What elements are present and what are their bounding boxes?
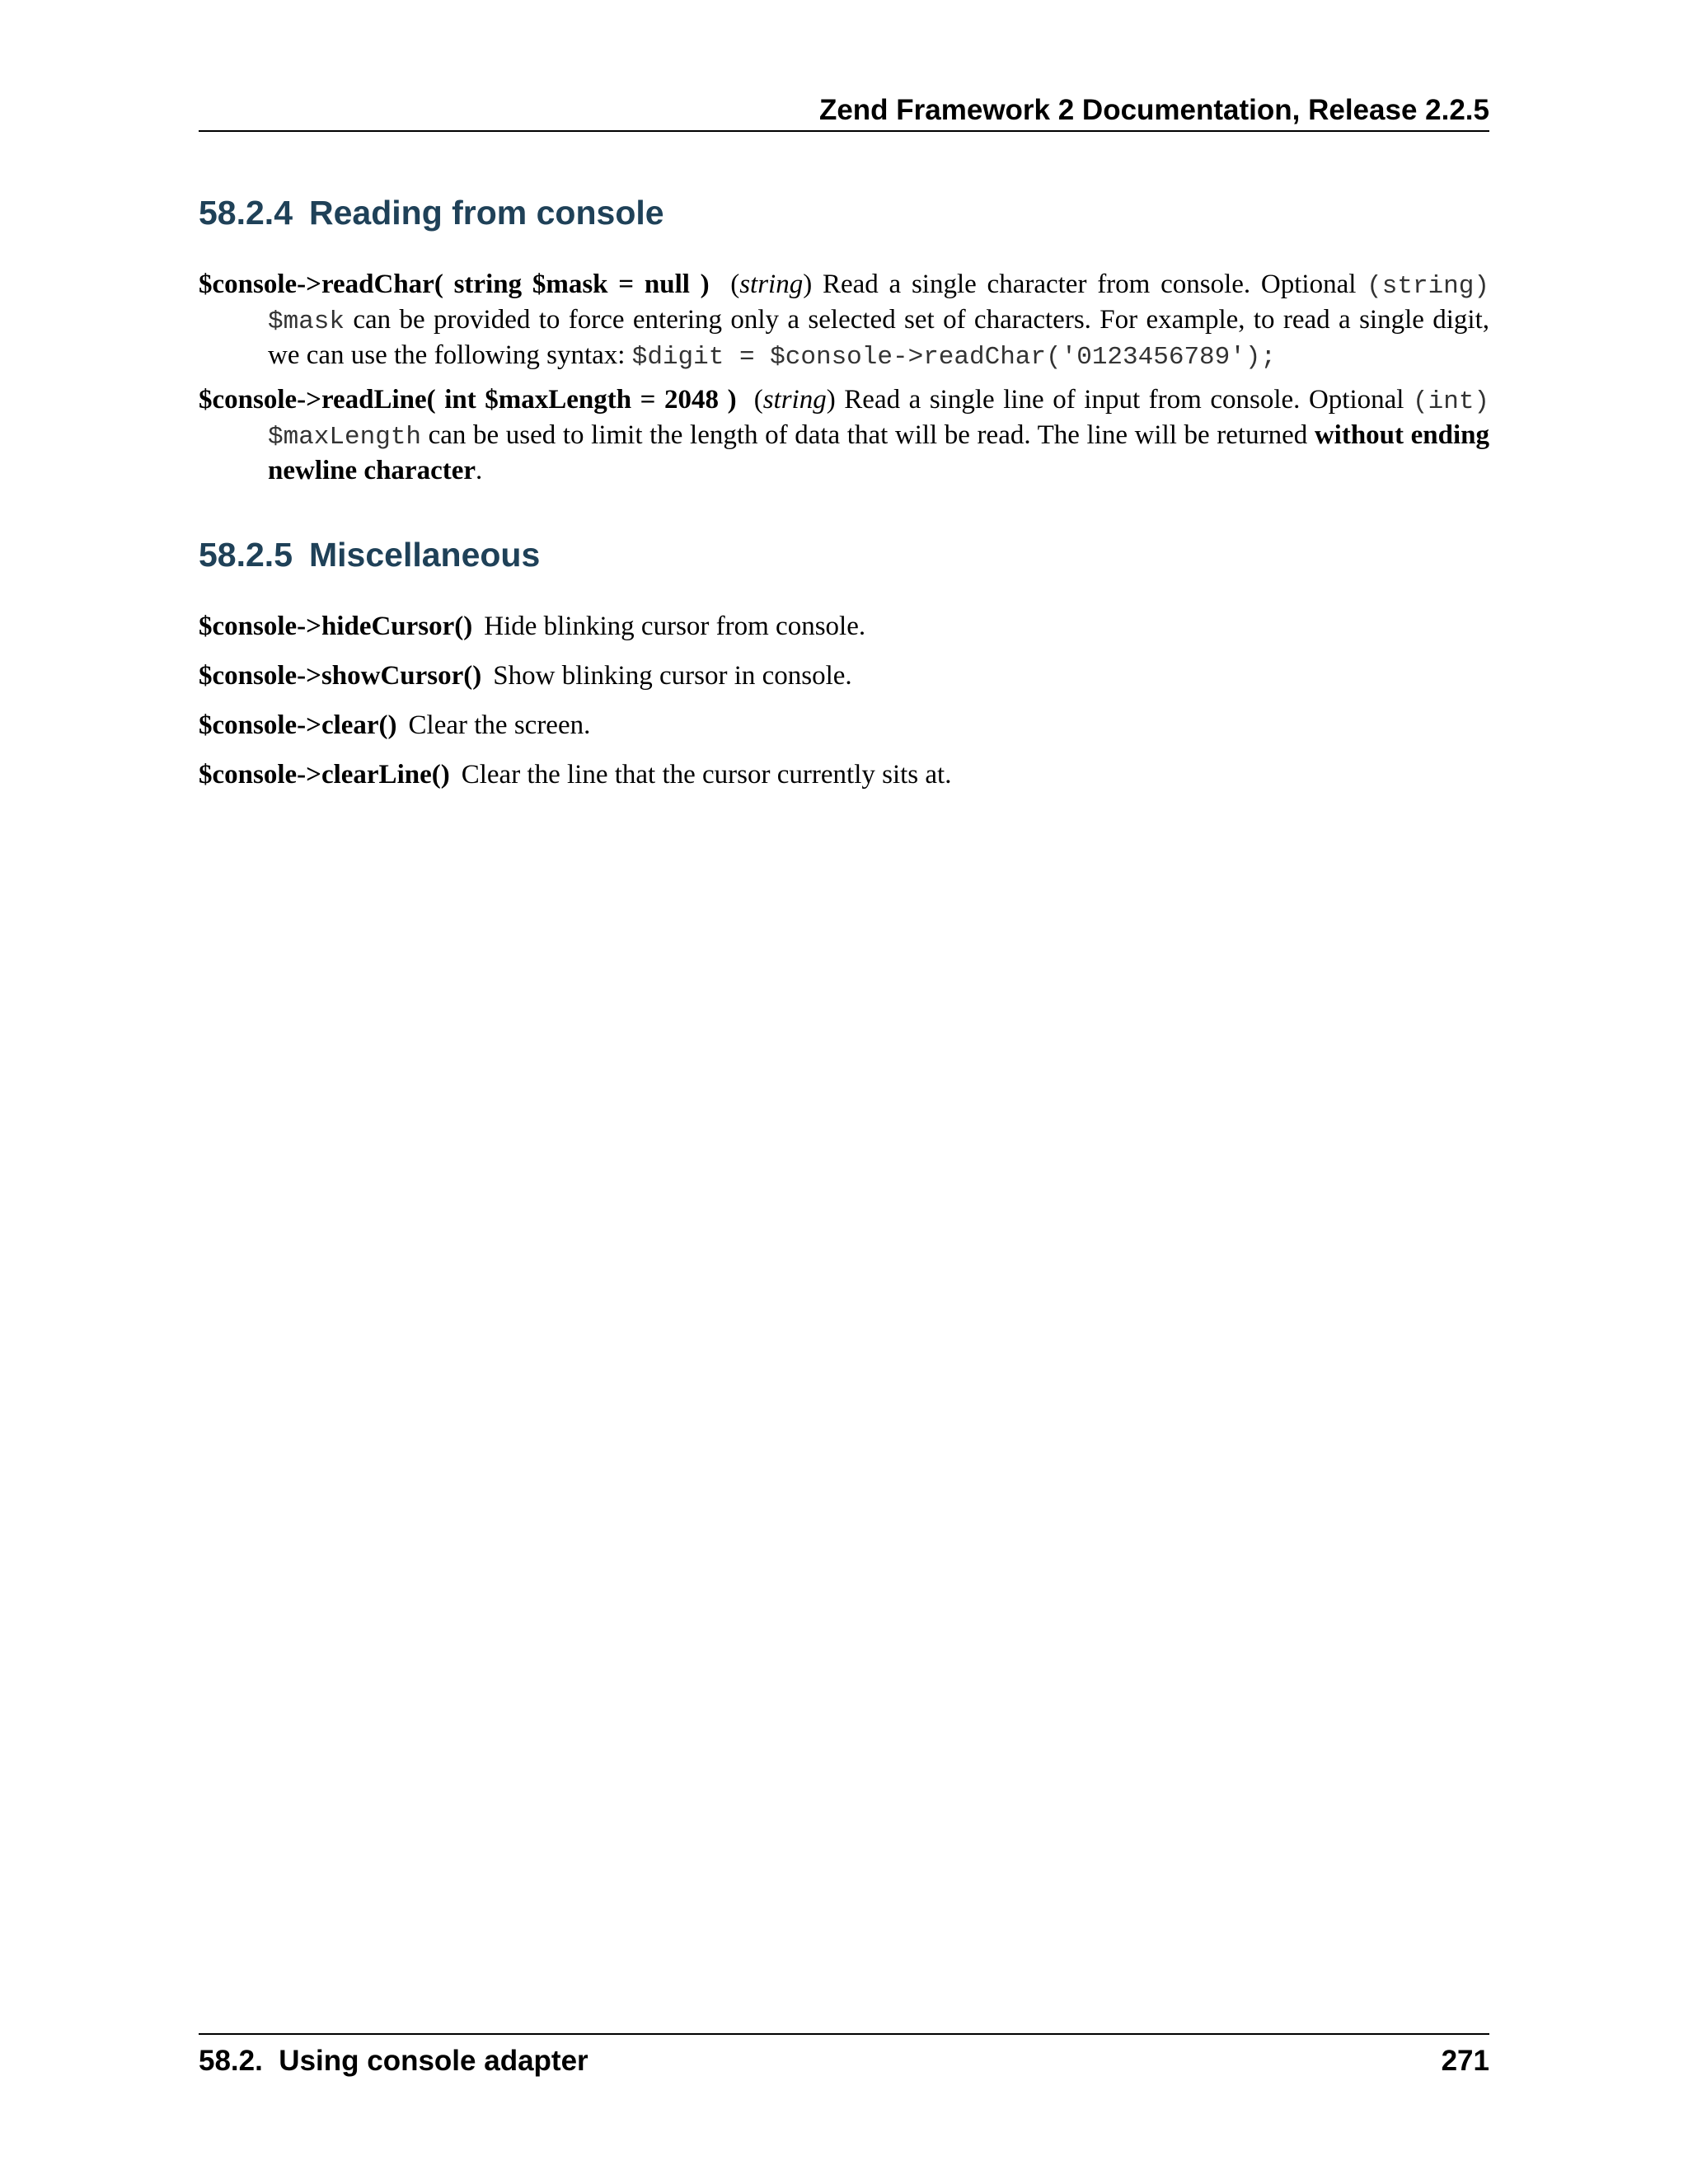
period: .: [476, 456, 483, 485]
method-signature: $console->readChar( string $mask = null ): [199, 269, 710, 299]
method-description: Hide blinking cursor from console.: [484, 612, 866, 641]
method-line-2: [268, 303, 1489, 339]
method-entry-showcursor: [199, 659, 852, 692]
inline-code: $mask: [268, 307, 345, 336]
page-header: [199, 91, 1489, 132]
method-entry-readline: [199, 383, 1489, 487]
page-footer: [199, 2033, 1489, 2076]
method-line-2: [268, 419, 1489, 454]
method-description: Read a single line of input from console. Optional: [844, 385, 1404, 415]
method-description: can be provided to force entering only a selected set of characters. For example, to read a single digit,: [353, 305, 1490, 335]
method-signature: $console->showCursor(): [199, 661, 482, 691]
inline-code: (int): [1413, 387, 1490, 416]
section-number: 58.2.5: [199, 536, 293, 574]
method-signature: $console->clearLine(): [199, 760, 450, 790]
method-description: Clear the screen.: [408, 710, 591, 740]
method-signature: $console->readLine( int $maxLength = 2048 ): [199, 385, 737, 415]
emphasis-text: newline character: [268, 456, 476, 485]
method-line-3: [268, 454, 1489, 487]
method-description: we can use the following syntax:: [268, 340, 626, 370]
section-title: Reading from console: [309, 194, 664, 232]
method-description: Clear the line that the cursor currently sits at.: [461, 760, 952, 790]
method-entry-clearline: [199, 758, 951, 791]
footer-section-title: 58.2. Using console adapter: [199, 2045, 588, 2077]
page-number: 271: [1441, 2045, 1489, 2077]
method-description: Show blinking cursor in console.: [493, 661, 852, 691]
return-type: string: [762, 385, 827, 415]
section-title: Miscellaneous: [309, 536, 541, 574]
type-open: (: [730, 269, 740, 299]
section-heading-reading: [199, 193, 664, 232]
method-entry-hidecursor: [199, 610, 865, 643]
method-entry-clear: [199, 709, 590, 742]
emphasis-text: without ending: [1314, 420, 1490, 450]
inline-code: $digit = $console->readChar('0123456789');: [631, 343, 1277, 372]
method-line-1: [199, 383, 1489, 419]
method-description: can be used to limit the length of data that will be read. The line will be returned: [428, 420, 1308, 450]
inline-code: (string): [1367, 272, 1489, 301]
method-signature: $console->hideCursor(): [199, 612, 473, 641]
type-close: ): [803, 269, 813, 299]
type-open: (: [753, 385, 763, 415]
method-line-1: [199, 268, 1489, 303]
inline-code: $maxLength: [268, 423, 422, 452]
return-type: string: [739, 269, 804, 299]
type-close: ): [826, 385, 836, 415]
document-title: Zend Framework 2 Documentation, Release 2.2.5: [818, 94, 1489, 126]
section-heading-misc: [199, 535, 540, 574]
method-description: Read a single character from console. Optional: [822, 269, 1357, 299]
section-number: 58.2.4: [199, 194, 293, 232]
method-signature: $console->clear(): [199, 710, 397, 740]
method-entry-readchar: [199, 268, 1489, 374]
method-line-3: [268, 339, 1489, 374]
